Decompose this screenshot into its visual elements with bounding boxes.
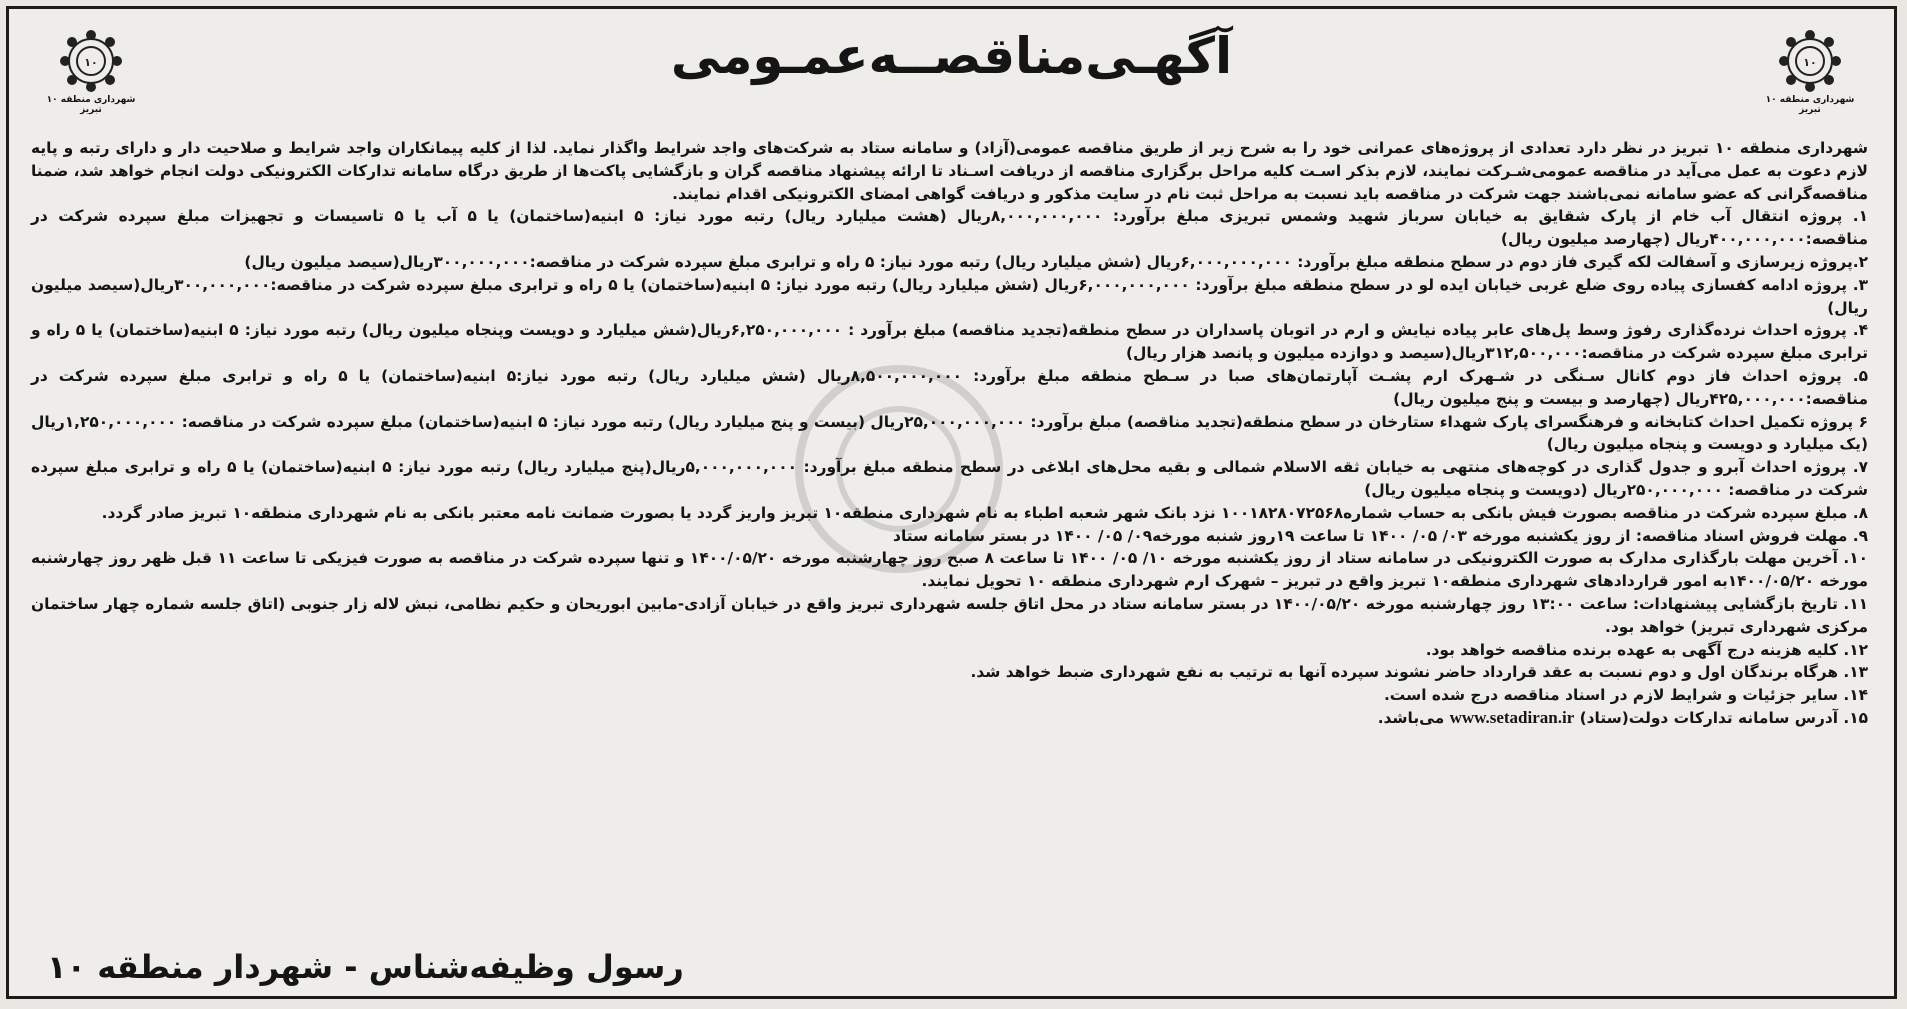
logo-caption: شهرداری منطقه ۱۰ تبریز: [46, 95, 136, 115]
svg-text:۱۰: ۱۰: [1803, 56, 1817, 69]
website-prefix: ۱۵. آدرس سامانه تدارکات دولت(ستاد): [1579, 708, 1868, 727]
list-item: ۲.پروژه زیرسازی و آسفالت لکه گیری فاز دوم در سطح منطقه مبلغ برآورد: ۶,۰۰۰,۰۰۰,۰۰۰ریال (شش میلیارد ریال) رتبه مورد نیاز: ۵ راه و ترابری مبلغ سپرده شرکت در مناقصه:۳۰۰,۰۰۰,۰۰۰ریال(سیصد میلیون ریال): [244, 252, 1868, 271]
mayor-signature: رسول وظیفه‌شناس - شهردار منطقه ۱۰: [47, 948, 684, 986]
list-item: ۱۳. هرگاه برندگان اول و دوم نسبت به عقد قرارداد حاضر نشوند سپرده آنها به ترتیب به نفع شهرداری ضبط خواهد شد.: [970, 663, 1868, 682]
list-item: ۴. پروژه احداث نرده‌گذاری رفوژ وسط پل‌های عابر پیاده نیایش و ارم در اتوبان پاسداران در سطح منطقه(تجدید مناقصه) مبلغ برآورد : ۶,۲۵۰,۰۰۰,۰۰۰ریال(شش میلیارد و دویست وپنجاه میلیون ریال) رتبه مورد نیاز: ۵ ابنیه(ساختمان) یا ۵ راه و ترابری مبلغ سپرده شرکت در مناقصه:۳۱۲,۵۰۰,۰۰۰ریال(سیصد و دوازده میلیون و پانصد هزار ریال): [31, 321, 1868, 363]
website-suffix: می‌باشد.: [1377, 708, 1445, 727]
list-item: ۱۴. سایر جزئیات و شرایط لازم در اسناد مناقصه درج شده است.: [1383, 686, 1868, 705]
list-item: ۱۰. آخرین مهلت بارگذاری مدارک به صورت الکترونیکی در سامانه ستاد از روز یکشنبه مورخه ۱۰/ ۰۵/ ۱۴۰۰ تا ساعت ۸ صبح روز چهارشنبه مورخه ۱۴۰۰/۰۵/۲۰ و تنها سپرده شرکت در مناقصه به صورت فیزیکی تا ساعت ۱۱ قبل ظهر روز چهارشنبه مورخه ۱۴۰۰/۰۵/۲۰به امور قراردادهای شهرداری منطقه۱۰ تبریز واقع در تبریز – شهرک ارم شهرداری منطقه ۱۰ تحویل نمایند.: [31, 549, 1868, 591]
page-title: آگهـی‌مناقصــه‌عمـومی: [670, 27, 1233, 85]
list-item: ۷. پروژه احداث آبرو و جدول گذاری در کوچه‌های منتهی به خیابان ثقه الاسلام شمالی و بقیه محل‌های ابلاغی در سطح منطقه مبلغ برآورد: ۵,۰۰۰,۰۰۰,۰۰۰ریال(پنج میلیارد ریال) رتبه مورد نیاز: ۵ ابنیه(ساختمان) یا ۵ راه و ترابری مبلغ سپرده شرکت در مناقصه: ۲۵۰,۰۰۰,۰۰۰ریال (دویست و پنجاه میلیون ریال): [31, 458, 1868, 499]
list-item: ۳. پروژه ادامه کفسازی پیاده روی ضلع غربی خیابان ایده لو در سطح منطقه مبلغ برآورد: ۶,۰۰۰,۰۰۰,۰۰۰ریال (شش میلیارد ریال) رتبه مورد نیاز: ۵ ابنیه(ساختمان) یا ۵ راه و ترابری مبلغ سپرده شرکت در مناقصه:۳۰۰,۰۰۰,۰۰۰ریال(سیصد میلیون ریال): [31, 275, 1868, 317]
notice-sheet: [6, 6, 1897, 999]
list-item: ۱. پروژه انتقال آب خام از پارک شقایق به خیابان سرباز شهید وشمس تبریزی مبلغ برآورد: ۸,۰۰۰,۰۰۰,۰۰۰ریال (هشت میلیارد ریال) رتبه مورد نیاز: ۵ ابنیه(ساختمان) یا ۵ آب یا ۵ تاسیسات و تجهیزات مبلغ سپرده شرکت در مناقصه:۴۰۰,۰۰۰,۰۰۰ریال (چهارصد میلیون ریال): [31, 207, 1868, 249]
list-item-website: [31, 707, 1868, 730]
notice-body: [31, 137, 1868, 730]
list-item: ۱۲. کلیه هزینه درج آگهی به عهده برنده مناقصه خواهد بود.: [1425, 640, 1868, 659]
svg-text:۱۰: ۱۰: [84, 56, 98, 69]
intro-paragraph: شهرداری منطقه ۱۰ تبریز در نظر دارد تعدادی از پروژه‌های عمرانی خود را به شرح زیر از طریق مناقصه عمومی(آزاد) و سامانه ستاد به شرکت‌های واجد شرایط واگذار نماید. لذا از کلیه پیمانکاران واجد شرایط و صلاحیت دار و دارای رتبه و پایه لازم دعوت به عمل می‌آید در مناقصه عمومی‌شـرکت نمایند، لازم بذکر اسـت کلیه مراحل برگزاری مناقصه از دریافت اسـناد تا ارائه پیشنهاد مناقصه گران و بازگشایی پاکت‌ها از طریق درگاه سامانه تدارکات الکترونیکی دولت انجام خواهد شد، ضمنا مناقصه‌گرانی که عضو سامانه نمی‌باشند جهت شرکت در مناقصه باید نسبت به مراحل ثبت نام در سایت مذکور و دریافت گواهی امضای الکترونیکی اقدام نمایند.: [31, 139, 1868, 203]
list-item: ۵. پروژه احداث فاز دوم کانال سـنگی در شـهرک ارم پشـت آپارتمان‌های صبا در سـطح منطقه مبلغ برآورد: ۸,۵۰۰,۰۰۰,۰۰۰ریال (شش میلیارد ریال) رتبه مورد نیاز:۵ ابنیه(ساختمان) یا ۵ راه و ترابری مبلغ سپرده شرکت در مناقصه:۴۲۵,۰۰۰,۰۰۰ریال (چهارصد و بیست و پنج میلیون ریال): [31, 366, 1868, 408]
list-item: ۶ پروژه تکمیل احداث کتابخانه و فرهنگسرای پارک شهداء ستارخان در سطح منطقه(تجدید مناقصه) مبلغ برآورد: ۲۵,۰۰۰,۰۰۰,۰۰۰ریال (بیست و پنج میلیارد ریال) رتبه مورد نیاز: ۵ ابنیه(ساختمان) مبلغ سپرده شرکت در مناقصه: ۱,۲۵۰,۰۰۰,۰۰۰ریال (یک میلیارد و دویست و پنجاه میلیون ریال): [31, 412, 1868, 454]
logo-caption: شهرداری منطقه ۱۰ تبریز: [1765, 95, 1855, 115]
list-item: ۹. مهلت فروش اسناد مناقصه: از روز یکشنبه مورخه ۰۳/ ۰۵/ ۱۴۰۰ تا ساعت ۱۹روز شنبه مورخه۰۹/ ۰۵/ ۱۴۰۰ در بستر سامانه ستاد: [893, 526, 1868, 545]
list-item: ۱۱. تاریخ بازگشایی پیشنهادات: ساعت ۱۳:۰۰ روز چهارشنبه مورخه ۱۴۰۰/۰۵/۲۰ در بستر سامانه ستاد در محل اتاق جلسه شهرداری تبریز واقع در خیابان آزادی-مابین ابوریحان و حکیم نظامی، نبش لاله زار جنوبی (اتاق جلسه شماره چهار ساختمان مرکزی شهرداری تبریز) خواهد بود.: [31, 594, 1869, 636]
setadiran-link[interactable]: www.setadiran.ir: [1449, 707, 1575, 727]
list-item: ۸. مبلغ سپرده شرکت در مناقصه بصورت فیش بانکی به حساب شماره۱۰۰۱۸۲۸۰۷۲۵۶۸ نزد بانک شهر شعبه اطباء به نام شهرداری منطقه۱۰ تبریز واریز گردد یا بصورت ضمانت نامه معتبر بانکی به نام شهرداری منطقه۱۰ تبریز صادر گردد.: [101, 503, 1868, 522]
